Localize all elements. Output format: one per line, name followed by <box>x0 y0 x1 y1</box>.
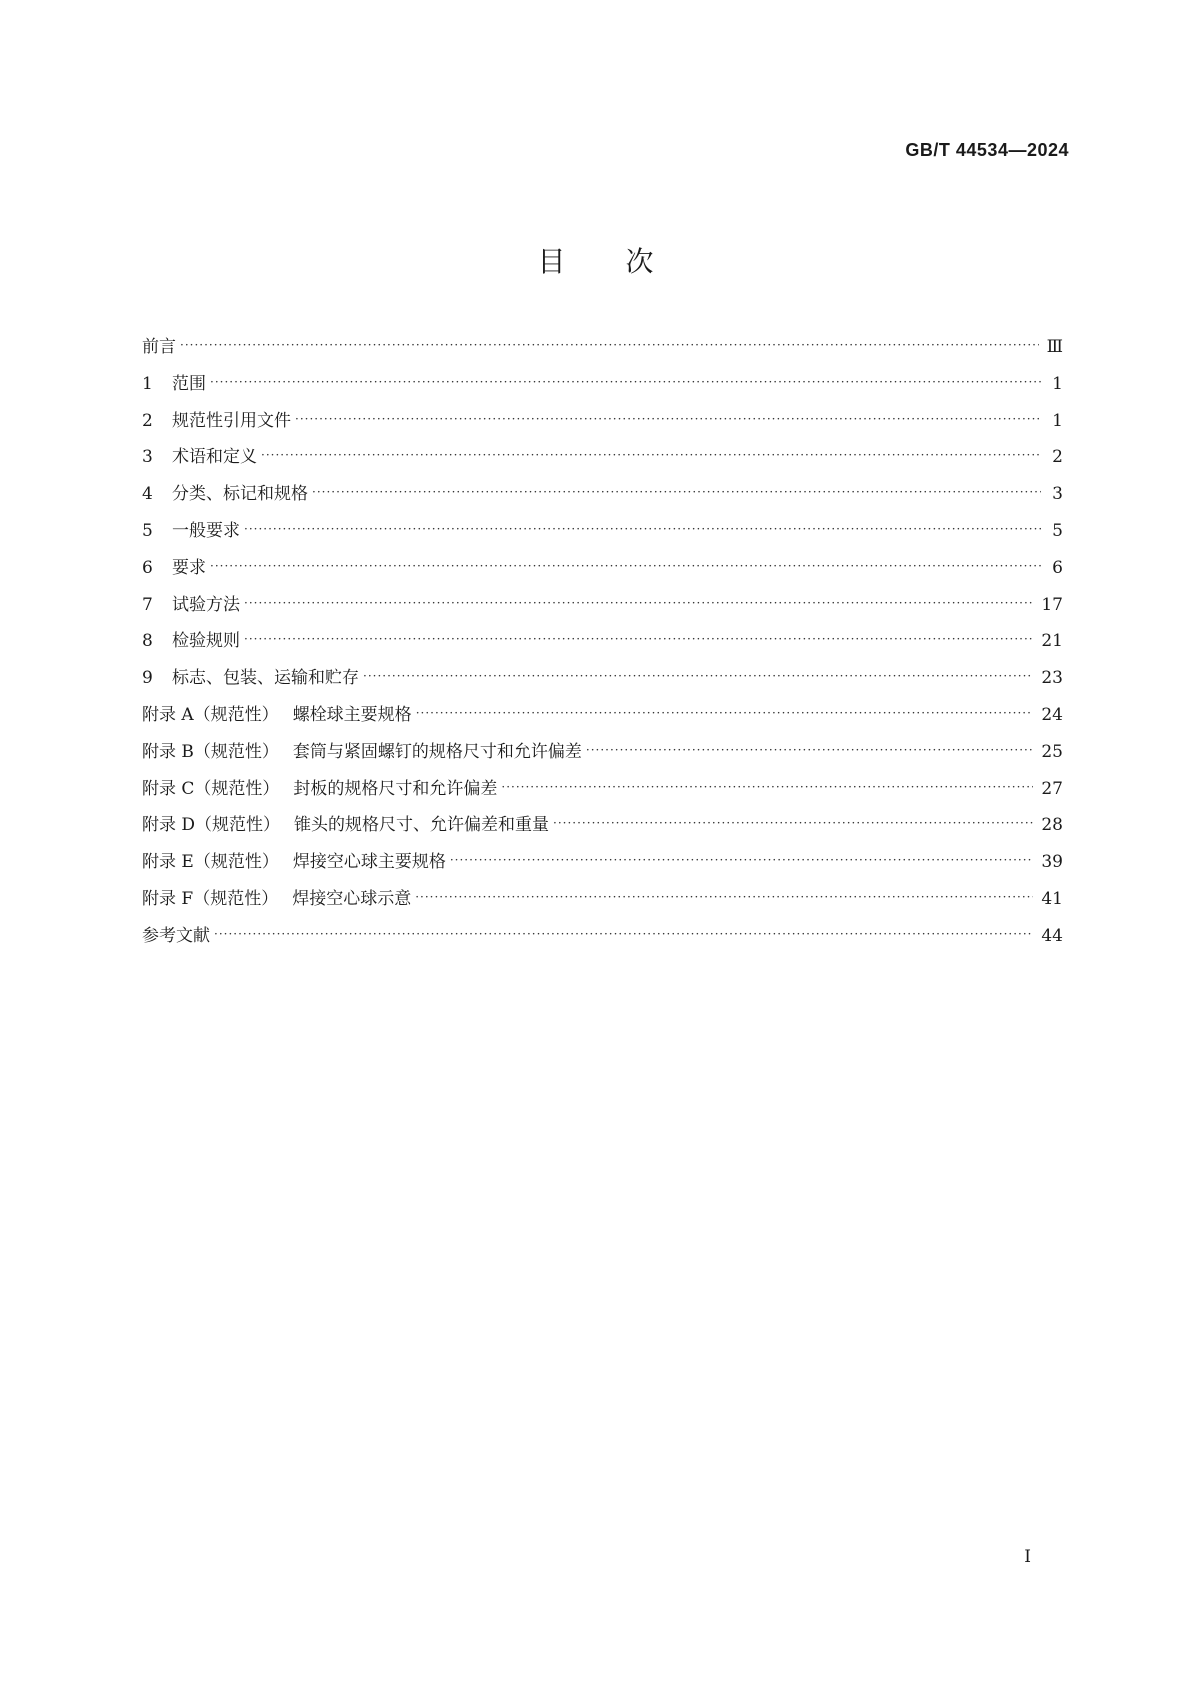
toc-entry-label <box>142 595 244 615</box>
toc-entry[interactable] <box>142 852 1063 889</box>
toc-leader-dots <box>312 482 1041 502</box>
toc-entry-label <box>142 668 363 688</box>
toc-entry[interactable] <box>142 631 1063 668</box>
toc-entry-title: 试验方法 <box>172 594 240 615</box>
toc-entry-annex-prefix: 附录 F（规范性） <box>142 888 279 909</box>
standard-code: GB/T 44534—2024 <box>905 140 1069 160</box>
toc-entry-page: 39 <box>1041 852 1063 873</box>
toc-entry-label <box>142 631 244 651</box>
toc-leader-dots <box>295 409 1041 429</box>
toc-entry-annex-prefix: 附录 E（规范性） <box>142 852 279 873</box>
toc-entry[interactable] <box>142 374 1063 411</box>
toc-entry-page: 27 <box>1041 778 1063 799</box>
toc-entry-number: 3 <box>142 447 153 468</box>
toc-leader-dots <box>553 813 1033 833</box>
toc-entry[interactable] <box>142 815 1063 852</box>
toc-entry-title: 封板的规格尺寸和允许偏差 <box>293 778 498 799</box>
toc-entry[interactable] <box>142 595 1063 632</box>
page-title: 目次 <box>537 245 714 278</box>
toc-entry-annex-prefix: 附录 C（规范性） <box>142 778 280 799</box>
toc-entry-number: 8 <box>142 631 153 652</box>
toc-entry-title: 焊接空心球示意 <box>292 888 412 909</box>
toc-entry[interactable] <box>142 447 1063 484</box>
toc-entry-label <box>142 779 501 799</box>
toc-entry-title: 参考文献 <box>142 925 210 946</box>
toc-entry[interactable] <box>142 668 1063 705</box>
toc-entry-label <box>142 447 261 467</box>
toc-entry-number: 2 <box>142 410 153 431</box>
toc-entry[interactable] <box>142 337 1063 374</box>
toc-entry-page: 21 <box>1041 631 1063 652</box>
toc-leader-dots <box>214 924 1033 944</box>
toc-entry-title: 一般要求 <box>172 520 240 541</box>
toc-leader-dots <box>416 703 1034 723</box>
toc-entry-label <box>142 411 295 431</box>
toc-entry-title: 范围 <box>172 373 206 394</box>
toc-entry-number: 1 <box>142 373 153 394</box>
toc-entry-page: 41 <box>1041 888 1063 909</box>
toc-entry-page: 1 <box>1052 410 1063 431</box>
toc-entry-page: Ⅲ <box>1046 337 1063 357</box>
toc-entry-annex-prefix: 附录 D（规范性） <box>142 815 281 836</box>
toc-entry-label <box>142 889 415 909</box>
toc-entry-page: 23 <box>1041 668 1063 689</box>
toc-entry[interactable] <box>142 742 1063 779</box>
toc-entry-label <box>142 926 214 946</box>
toc-entry[interactable] <box>142 558 1063 595</box>
toc-entry-page: 6 <box>1052 557 1063 578</box>
toc-entry-label <box>142 374 210 394</box>
toc-entry-annex-prefix: 附录 A（规范性） <box>142 704 279 725</box>
toc-entry-title: 术语和定义 <box>172 447 257 468</box>
toc-entry[interactable] <box>142 779 1063 816</box>
toc-entry-title: 前言 <box>142 337 176 357</box>
toc-leader-dots <box>210 556 1041 576</box>
toc-entry-page: 24 <box>1041 704 1063 725</box>
toc-leader-dots <box>415 887 1033 907</box>
toc-entry-title: 规范性引用文件 <box>172 410 291 431</box>
toc-entry-label <box>142 337 180 357</box>
toc-entry-title: 套筒与紧固螺钉的规格尺寸和允许偏差 <box>292 741 582 762</box>
toc-entry-label <box>142 852 450 872</box>
toc-leader-dots <box>586 740 1033 760</box>
table-of-contents <box>142 337 1063 963</box>
toc-entry-title: 焊接空心球主要规格 <box>292 852 446 873</box>
toc-entry-label <box>142 742 586 762</box>
toc-entry[interactable] <box>142 705 1063 742</box>
toc-entry-label <box>142 521 244 541</box>
toc-entry-number: 9 <box>142 668 153 689</box>
toc-entry-page: 2 <box>1052 447 1063 468</box>
toc-entry-title: 螺栓球主要规格 <box>292 704 412 725</box>
toc-entry[interactable] <box>142 926 1063 963</box>
toc-entry-title: 标志、包装、运输和贮存 <box>172 668 359 689</box>
toc-leader-dots <box>261 445 1041 465</box>
toc-entry-page: 28 <box>1041 815 1063 836</box>
toc-entry-number: 6 <box>142 557 153 578</box>
toc-leader-dots <box>363 666 1033 686</box>
toc-entry-page: 5 <box>1052 520 1063 541</box>
toc-entry-page: 3 <box>1052 484 1063 505</box>
toc-entry-annex-prefix: 附录 B（规范性） <box>142 741 279 762</box>
toc-leader-dots <box>244 593 1033 613</box>
toc-entry-title: 锥头的规格尺寸、允许偏差和重量 <box>294 815 550 836</box>
toc-entry-page: 17 <box>1041 594 1063 615</box>
toc-entry-page: 44 <box>1041 925 1063 946</box>
toc-entry-label <box>142 705 416 725</box>
page-number: I <box>1024 1547 1031 1567</box>
toc-entry-page: 1 <box>1052 373 1063 394</box>
toc-entry[interactable] <box>142 484 1063 521</box>
toc-entry-title: 分类、标记和规格 <box>172 484 308 505</box>
toc-leader-dots <box>244 629 1033 649</box>
toc-entry[interactable] <box>142 889 1063 926</box>
toc-entry-number: 4 <box>142 484 153 505</box>
toc-entry-label <box>142 815 553 835</box>
toc-entry[interactable] <box>142 411 1063 448</box>
toc-entry-number: 5 <box>142 520 153 541</box>
toc-entry-label <box>142 484 312 504</box>
toc-leader-dots <box>501 777 1033 797</box>
toc-leader-dots <box>244 519 1041 539</box>
toc-entry[interactable] <box>142 521 1063 558</box>
toc-entry-label <box>142 558 210 578</box>
toc-leader-dots <box>450 850 1034 870</box>
toc-leader-dots <box>210 372 1041 392</box>
toc-entry-title: 要求 <box>172 557 206 578</box>
toc-entry-title: 检验规则 <box>172 631 240 652</box>
toc-entry-number: 7 <box>142 594 153 615</box>
toc-entry-page: 25 <box>1041 741 1063 762</box>
toc-leader-dots <box>180 335 1039 355</box>
